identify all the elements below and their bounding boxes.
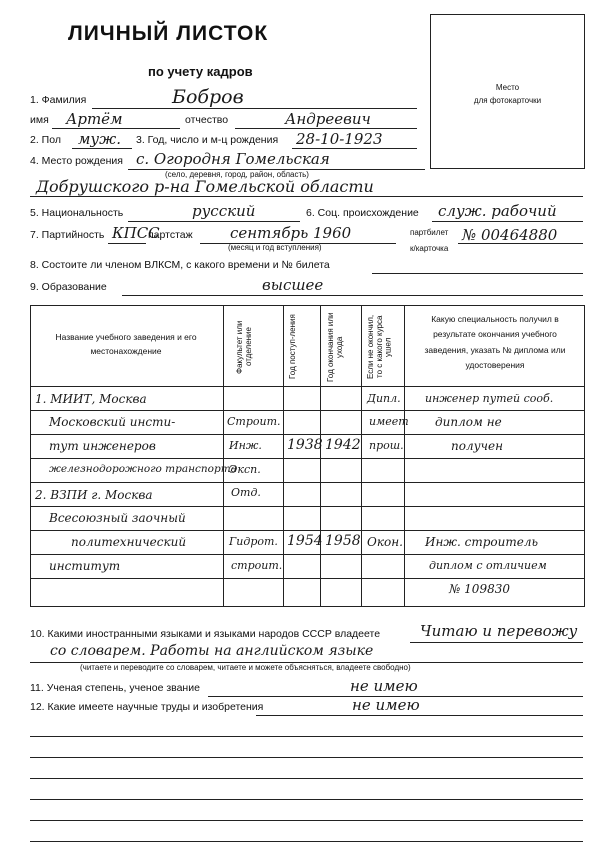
party-card-label-2: к/карточка: [410, 244, 449, 253]
header-not-finished: Если не окончил, то с какого курса ушел: [366, 314, 393, 380]
degree-value[interactable]: не имею: [350, 677, 418, 695]
row2-institution-4[interactable]: институт: [49, 559, 121, 573]
row2-institution-1[interactable]: 2. ВЗПИ г. Москва: [35, 488, 153, 502]
row2-year-in[interactable]: 1954: [287, 533, 323, 549]
komsomol-line: [372, 273, 583, 274]
languages-label: 10. Какими иностранными языками и языками народов СССР владеете: [30, 628, 381, 640]
education-value[interactable]: высшее: [262, 276, 324, 294]
row1-institution-3[interactable]: тут инженеров: [49, 439, 156, 453]
header-faculty: Факультет или отделение: [235, 320, 253, 374]
header-specialty: Какую специальность получил в результате окончания учебного заведения, указать № диплома или удостоверения: [424, 314, 566, 370]
photo-placeholder: [430, 14, 585, 169]
name-label: имя: [30, 114, 49, 126]
degree-label: 11. Ученая степень, ученое звание: [30, 682, 200, 694]
languages-line: [410, 642, 583, 643]
languages-hint: (читаете и переводите со словарем, читаете и можете объясняться, владеете свободно): [80, 663, 411, 672]
education-line: [122, 295, 583, 296]
birthplace-value[interactable]: с. Огородня Гомельская: [136, 150, 330, 168]
row1-specialty-1[interactable]: инженер путей сооб.: [425, 392, 554, 405]
blank-line: [30, 778, 583, 779]
row1-institution-2[interactable]: Московский инсти-: [49, 415, 176, 429]
languages-value-2[interactable]: со словарем. Работы на английском языке: [50, 643, 374, 659]
row2-specialty-2[interactable]: диплом с отличием: [429, 559, 547, 572]
party-value[interactable]: КПСС: [112, 224, 160, 242]
birthplace-line-2: [30, 196, 583, 197]
works-value[interactable]: не имею: [352, 696, 420, 714]
sex-line: [72, 148, 132, 149]
works-label: 12. Какие имеете научные труды и изобретения: [30, 701, 264, 713]
name-line: [52, 128, 180, 129]
row2-faculty-2[interactable]: строит.: [231, 559, 283, 572]
header-year-in: Год поступ-ления: [288, 314, 297, 380]
row2-faculty-1[interactable]: Гидрот.: [229, 535, 278, 548]
nationality-line: [128, 221, 300, 222]
party-line: [108, 243, 146, 244]
blank-line: [30, 736, 583, 737]
surname-line: [92, 108, 417, 109]
row1-not-finished-1[interactable]: Дипл.: [367, 392, 401, 405]
surname-value[interactable]: Бобров: [172, 86, 244, 108]
blank-line: [30, 841, 583, 842]
sex-value[interactable]: муж.: [78, 130, 121, 148]
education-table: [30, 305, 585, 607]
origin-value[interactable]: служ. рабочий: [438, 202, 557, 220]
languages-value[interactable]: Читаю и перевожу: [420, 622, 578, 640]
row1-not-finished-2[interactable]: имеет: [369, 415, 409, 428]
patronymic-label: отчество: [185, 114, 229, 126]
patronymic-line: [235, 128, 417, 129]
sex-label: 2. Пол: [30, 134, 61, 146]
row1-faculty-2[interactable]: Инж.: [229, 439, 262, 452]
photo-label-photo: для фотокарточки: [473, 96, 542, 105]
row1-year-out[interactable]: 1942: [325, 437, 361, 453]
party-card-label-1: партбилет: [410, 228, 449, 237]
party-tenure-hint: (месяц и год вступления): [228, 243, 322, 252]
nationality-value[interactable]: русский: [192, 202, 256, 220]
birthplace-value-2[interactable]: Добрушского р-на Гомельской области: [36, 177, 374, 196]
komsomol-label: 8. Состоите ли членом ВЛКСМ, с какого времени и № билета: [30, 259, 330, 271]
origin-label: 6. Соц. происхождение: [306, 207, 419, 219]
surname-label: 1. Фамилия: [30, 94, 87, 106]
row2-specialty-3[interactable]: № 109830: [449, 582, 510, 596]
origin-line: [432, 221, 583, 222]
row1-institution-1[interactable]: 1. МИИТ, Москва: [35, 392, 147, 406]
party-tenure-value[interactable]: сентябрь 1960: [230, 224, 352, 242]
row2-institution-2[interactable]: Всесоюзный заочный: [49, 511, 186, 525]
birth-label: 3. Год, число и м-ц рождения: [136, 134, 279, 146]
birth-value[interactable]: 28-10-1923: [296, 130, 383, 148]
row1-faculty-1[interactable]: Строит.: [227, 415, 281, 428]
row2-institution-3[interactable]: политехнический: [71, 535, 187, 549]
birth-line: [292, 148, 417, 149]
birthplace-label: 4. Место рождения: [30, 155, 123, 167]
row1-faculty-4[interactable]: Отд.: [231, 486, 261, 499]
photo-label-place: Место: [495, 83, 520, 92]
birthplace-hint: (село, деревня, город, район, область): [165, 170, 309, 179]
party-tenure-label: партстаж: [148, 229, 193, 241]
row1-faculty-3[interactable]: Эксп.: [229, 463, 261, 476]
row1-institution-4[interactable]: железнодорожного транспорта: [49, 463, 237, 475]
works-line: [256, 715, 583, 716]
education-label: 9. Образование: [30, 281, 107, 293]
row2-specialty-1[interactable]: Инж. строитель: [425, 535, 539, 549]
form-subtitle: по учету кадров: [148, 64, 253, 79]
row1-specialty-2[interactable]: диплом не: [435, 415, 502, 429]
blank-line: [30, 820, 583, 821]
form-title: ЛИЧНЫЙ ЛИСТОК: [68, 22, 269, 45]
blank-line: [30, 799, 583, 800]
blank-line: [30, 757, 583, 758]
nationality-label: 5. Национальность: [30, 207, 124, 219]
name-value[interactable]: Артём: [66, 110, 123, 128]
row2-not-finished-1[interactable]: Окон.: [367, 535, 403, 549]
party-card-value[interactable]: № 00464880: [462, 226, 558, 244]
patronymic-value[interactable]: Андреевич: [285, 110, 371, 128]
row1-year-in[interactable]: 1938: [287, 437, 323, 453]
row1-specialty-3[interactable]: получен: [451, 439, 504, 453]
row2-year-out[interactable]: 1958: [325, 533, 361, 549]
header-year-out: Год окончания или ухода: [326, 312, 344, 382]
row1-not-finished-3[interactable]: прош.: [369, 439, 404, 452]
header-institution: Название учебного заведения и его местонахождение: [55, 332, 197, 357]
party-label: 7. Партийность: [30, 229, 105, 241]
